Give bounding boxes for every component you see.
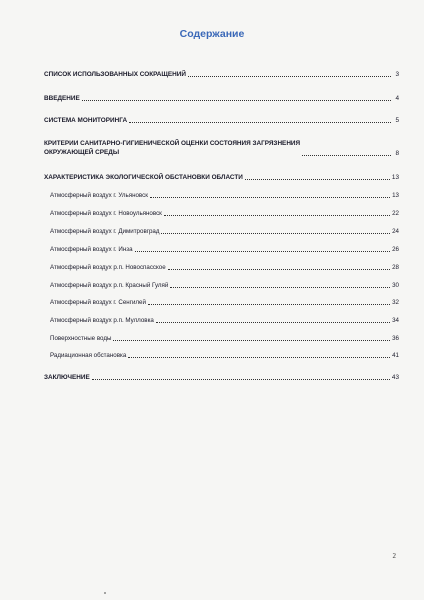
toc-entry-label: ЗАКЛЮЧЕНИЕ [44, 374, 90, 381]
toc-entry-label: Поверхностные воды [50, 335, 112, 342]
toc-entry-label: ХАРАКТЕРИСТИКА ЭКОЛОГИЧЕСКОЙ ОБСТАНОВКИ ОБЛАСТИ [44, 174, 243, 181]
toc-entry-criteria[interactable] [44, 139, 399, 157]
toc-entry-page: 26 [392, 246, 399, 253]
toc-entry-label-line2: ОКРУЖАЮЩЕЙ СРЕДЫ [44, 149, 120, 156]
toc-entry-label [44, 139, 300, 157]
toc-entry-page: 13 [391, 174, 399, 181]
toc-subentry-mullovka[interactable] [50, 317, 399, 324]
toc-entry-label: Атмосферный воздух г. Новоульяновск [50, 210, 162, 217]
toc-leader-dots [92, 379, 390, 380]
toc-leader-dots [156, 322, 390, 323]
toc-entry-label: Радиационная обстановка [50, 352, 127, 359]
toc-entry-page: 4 [395, 95, 399, 102]
toc-leader-dots [302, 155, 391, 156]
toc-leader-dots [161, 233, 390, 234]
toc-entry-conclusion[interactable] [44, 374, 399, 381]
toc-subentry-radiation[interactable] [50, 352, 399, 359]
toc-entry-page: 8 [395, 150, 399, 157]
toc-subentry-novoulyanovsk[interactable] [50, 210, 399, 217]
toc-entry-page: 3 [395, 71, 399, 78]
toc-leader-dots [170, 287, 390, 288]
toc-entry-page: 24 [392, 228, 399, 235]
toc-entry-label-line1: КРИТЕРИИ САНИТАРНО-ГИГИЕНИЧЕСКОЙ ОЦЕНКИ СОСТОЯНИЯ ЗАГРЯЗНЕНИЯ [44, 140, 301, 147]
toc-entry-label: Атмосферный воздух р.п. Мулловка [50, 317, 154, 324]
toc-entry-page: 28 [392, 264, 399, 271]
toc-entry-label: Атмосферный воздух р.п. Новоспасское [50, 264, 166, 271]
toc-entry-page: 5 [395, 117, 399, 124]
toc-entry-abbreviations[interactable] [44, 71, 399, 78]
toc-subentry-inza[interactable] [50, 246, 399, 253]
toc-entry-page: 13 [392, 192, 399, 199]
toc-entry-page: 22 [392, 210, 399, 217]
page-title: Содержание [179, 28, 245, 40]
toc-entry-label: СПИСОК ИСПОЛЬЗОВАННЫХ СОКРАЩЕНИЙ [44, 71, 186, 78]
toc-subentry-dimitrovgrad[interactable] [50, 228, 399, 235]
toc-leader-dots [129, 122, 391, 123]
toc-entry-label: Атмосферный воздух г. Инза [50, 246, 133, 253]
toc-subentry-novospasskoe[interactable] [50, 264, 399, 271]
toc-subentry-ulyanovsk[interactable] [50, 192, 399, 199]
toc-entry-label: Атмосферный воздух г. Димитровград [50, 228, 160, 235]
toc-leader-dots [113, 340, 390, 341]
toc-leader-dots [164, 215, 390, 216]
toc-leader-dots [188, 76, 391, 77]
toc-entry-page: 32 [392, 299, 399, 306]
toc-leader-dots [148, 304, 390, 305]
toc-entry-introduction[interactable] [44, 95, 399, 102]
toc-entry-page: 34 [392, 317, 399, 324]
toc-subentry-krasny-gulyai[interactable] [50, 282, 399, 289]
toc-entry-page: 41 [392, 352, 399, 359]
toc-entry-label: ВВЕДЕНИЕ [44, 95, 80, 102]
toc-leader-dots [135, 251, 391, 252]
toc-leader-dots [82, 100, 391, 101]
toc-subentry-sengiley[interactable] [50, 299, 399, 306]
toc-entry-page: 30 [392, 282, 399, 289]
toc-entry-label: Атмосферный воздух г. Сенгилей [50, 299, 146, 306]
scan-speck [104, 592, 106, 594]
toc-entry-label: Атмосферный воздух г. Ульяновск [50, 192, 148, 199]
toc-entry-monitoring-system[interactable] [44, 117, 399, 124]
page-number: 2 [392, 552, 396, 560]
toc-entry-page: 36 [392, 335, 399, 342]
toc-leader-dots [150, 197, 390, 198]
toc-entry-label: Атмосферный воздух р.п. Красный Гуляй [50, 282, 169, 289]
toc-leader-dots [245, 179, 390, 180]
toc-entry-label: СИСТЕМА МОНИТОРИНГА [44, 117, 128, 124]
toc-leader-dots [168, 269, 390, 270]
toc-subentry-surface-waters[interactable] [50, 335, 399, 342]
toc-entry-ecology[interactable] [44, 174, 399, 181]
toc-entry-page: 43 [391, 374, 399, 381]
toc-leader-dots [128, 357, 390, 358]
